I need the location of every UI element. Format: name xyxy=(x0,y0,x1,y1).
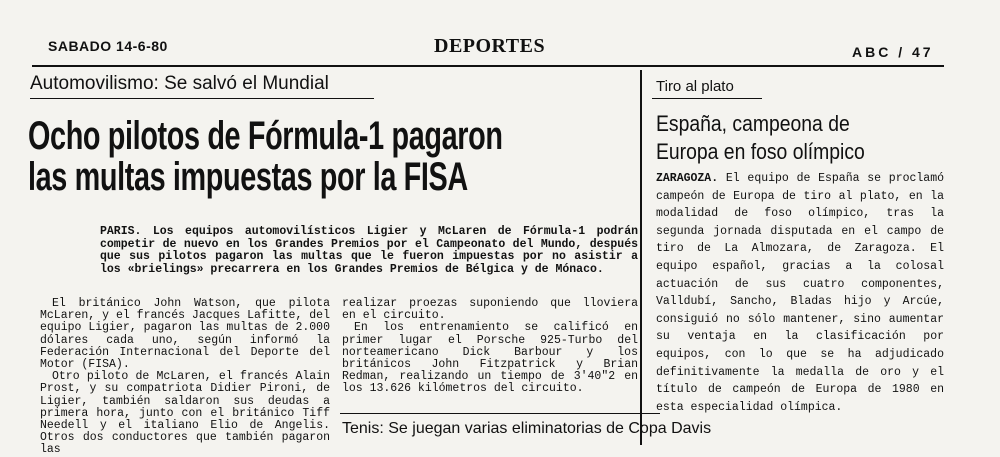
main-article-kicker: Automovilismo: Se salvó el Mundial xyxy=(30,73,329,94)
main-article-column-1 xyxy=(40,297,330,457)
paragraph: El británico John Watson, que pilota McLaren, y el francés Jacques Lafitte, del equipo Ligier, pagaron las multas de 2.000 dólares cada uno, según informó la Federación Internacional del Deporte del Motor (FISA). xyxy=(40,297,330,372)
masthead-date: SABADO 14-6-80 xyxy=(48,38,168,54)
paragraph: Otro piloto de McLaren, el francés Alain Prost, y su compatriota Didier Pironi, de Ligier, también saldaron sus deudas a primera hora, junto con el británico Tiff Needell y el italiano Elio de Angelis. Otros dos conductores que también pagaron las xyxy=(40,370,330,457)
right-article-kicker: Tiro al plato xyxy=(656,78,734,95)
kicker-rule xyxy=(30,98,374,99)
main-article-lead: PARIS. Los equipos automovilísticos Ligier y McLaren de Fórmula-1 podrán competir de nuevo en los Grandes Premios por el Campeonato del Mundo, después que sus pilotos pagaron las multas que le fueron impuestas por no asistir a los «brielings» precarrera en los Grandes Premios de Bélgica y de Mónaco. xyxy=(100,225,638,276)
paragraph: En los entrenamiento se calificó en primer lugar el Porsche 925-Turbo del norteamericano Dick Barbour y los británicos John Fitzpatrick y Brian Redman, realizando un tiempo de 3'40"2 en los 13.626 kilómetros del circuito. xyxy=(342,321,638,396)
masthead-page-number: ABC / 47 xyxy=(852,44,934,60)
right-article-body xyxy=(656,170,944,416)
body-text: El equipo de España se proclamó campeón de Europa de tiro al plato, en la modalidad de foso olímpico, tras la segunda jornada disputada en el campo de tiro de La Almozara, de Zaragoza. El equipo español, gracias a la colosal actuación de sus cuatro componentes, Valldubí, Sancho, Bladas hijo y Arcúe, consiguió no sólo mantener, sino aumentar su ventaja en la clasificación por equipos, con lo que se ha adjudicado definitivamente la medalla de oro y el título de campeón de Europa de 1980 en esta especialidad olímpica. xyxy=(656,172,945,414)
masthead-rule xyxy=(32,65,944,67)
headline-line-1: Ocho pilotos de Fórmula-1 pagaron xyxy=(28,114,503,158)
right-article-headline: España, campeona de Europa en foso olímpico xyxy=(656,111,865,164)
masthead-section-title: DEPORTES xyxy=(434,35,546,57)
headline-line-2: las multas impuestas por la FISA xyxy=(28,155,468,199)
article-separator-rule xyxy=(340,413,660,414)
dateline: ZARAGOZA. xyxy=(656,172,719,185)
paragraph: realizar proezas suponiendo que lloviera en el circuito. xyxy=(342,297,638,323)
right-kicker-rule xyxy=(652,98,762,99)
main-article-column-2 xyxy=(342,298,638,396)
secondary-article-kicker: Tenis: Se juegan varias eliminatorias de Copa Davis xyxy=(342,420,712,437)
column-divider xyxy=(640,70,642,445)
main-article-headline xyxy=(28,114,503,199)
